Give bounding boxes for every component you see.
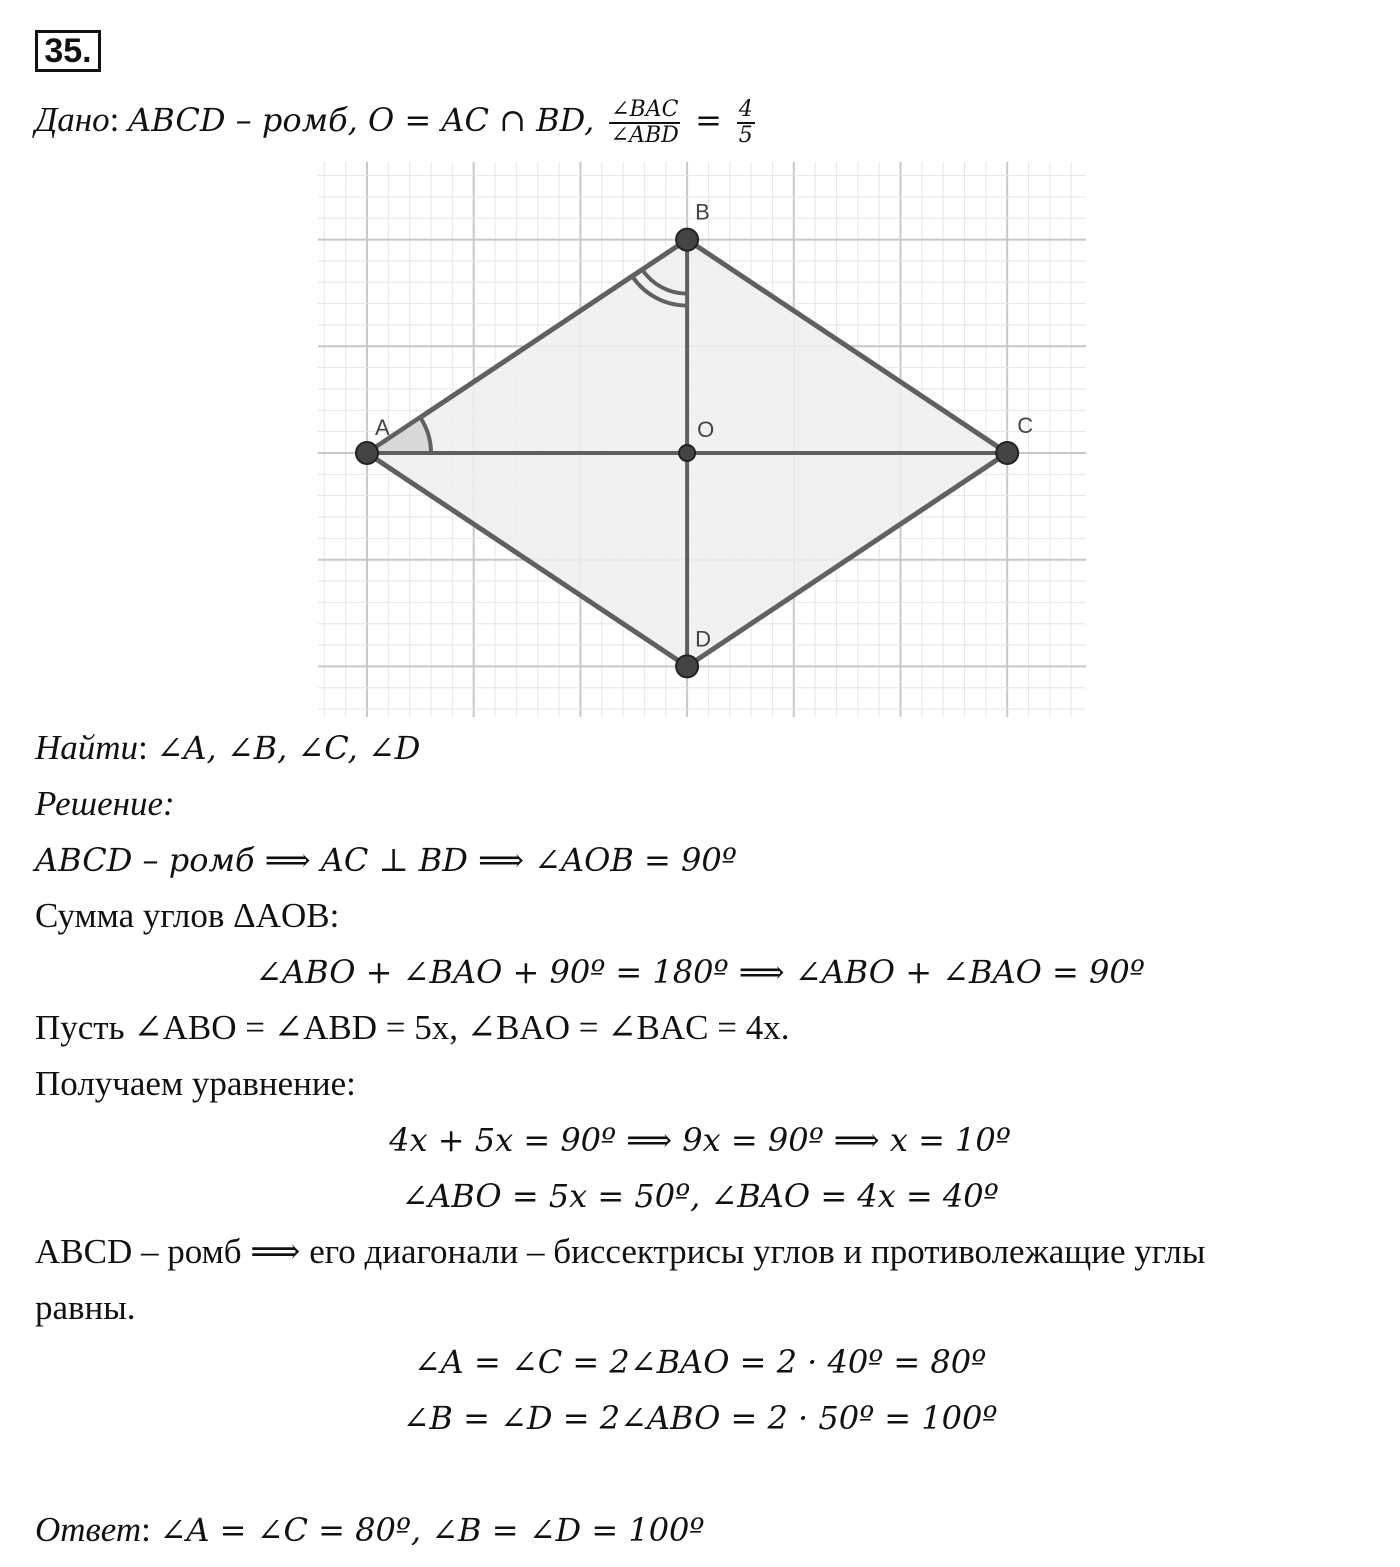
find-label: Найти	[35, 728, 139, 767]
point-label-d: D	[695, 626, 711, 652]
solution-line-7: ∠ABO = 5x = 50º, ∠BAO = 4x = 40º	[401, 1177, 999, 1215]
ratio-numerator: ∠BAC	[611, 97, 679, 122]
solution-line-9: равны.	[35, 1288, 136, 1327]
answer-line: Ответ: ∠A = ∠C = 80º, ∠B = ∠D = 100º	[35, 1510, 705, 1549]
answer-text: ∠A = ∠C = 80º, ∠B = ∠D = 100º	[159, 1511, 705, 1549]
value-denominator: 5	[738, 123, 753, 148]
solution-line-5: Получаем уравнение:	[35, 1064, 356, 1103]
find-line: Найти: ∠A, ∠B, ∠C, ∠D	[35, 728, 421, 767]
point-b	[676, 229, 698, 251]
value-numerator: 4	[738, 97, 753, 122]
value-fraction	[737, 98, 755, 148]
point-a	[356, 442, 378, 464]
solution-line-3: ∠ABO + ∠BAO + 90º = 180º ⟹ ∠ABO + ∠BAO = 90º	[255, 953, 1145, 991]
solution-line-2: Сумма углов ΔAOB:	[35, 896, 340, 935]
solution-line-8: ABCD – ромб ⟹ его диагонали – биссектрисы углов и противолежащие углы	[35, 1232, 1206, 1271]
rhombus-diagram	[318, 162, 1086, 717]
point-label-c: C	[1017, 413, 1034, 438]
point-label-b: B	[695, 199, 710, 225]
solution-line-6: 4x + 5x = 90º ⟹ 9x = 90º ⟹ x = 10º	[389, 1121, 1011, 1159]
solution-line-4: Пусть ∠ABO = ∠ABD = 5x, ∠BAO = ∠BAC = 4x.	[35, 1008, 790, 1047]
answer-label: Ответ	[35, 1510, 142, 1549]
given-text: ABCD – ромб, O = AC ∩ BD,	[128, 101, 595, 140]
given-line: Дано: ABCD – ромб, O = AC ∩ BD, $\frac{\text{∠BAC}}{\text{∠ABD}}$ = $\frac{4}{5}$	[35, 97, 753, 148]
solution-label: Решение:	[35, 784, 175, 823]
ratio-denominator: ∠ABD	[610, 123, 679, 148]
point-label-a: A	[375, 415, 390, 440]
find-text: ∠A, ∠B, ∠C, ∠D	[156, 729, 421, 767]
ratio-equals: =	[695, 101, 722, 140]
solution-line-10: ∠A = ∠C = 2∠BAO = 2 · 40º = 80º	[413, 1343, 987, 1381]
point-o	[679, 445, 695, 461]
solution-line-1: ABCD – ромб ⟹ AC ⊥ BD ⟹ ∠AOB = 90º	[35, 841, 737, 879]
problem-number: 35.	[35, 30, 101, 72]
point-d	[676, 655, 698, 677]
given-label: Дано	[35, 100, 110, 140]
ratio-fraction	[609, 98, 680, 148]
point-c	[996, 442, 1018, 464]
solution-line-11: ∠B = ∠D = 2∠ABO = 2 · 50º = 100º	[402, 1399, 998, 1437]
point-label-o: O	[697, 417, 715, 442]
